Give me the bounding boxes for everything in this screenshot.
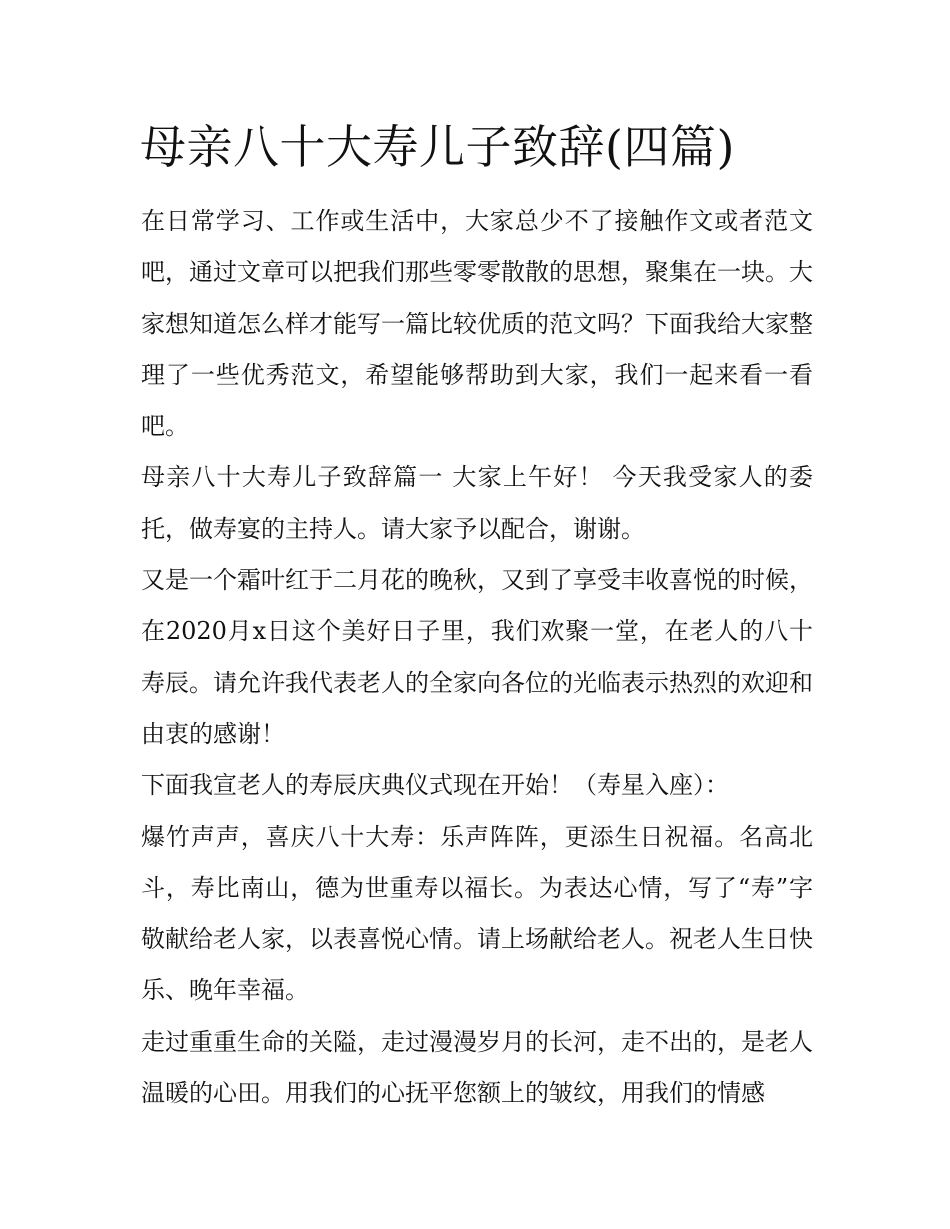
paragraph-intro: 在日常学习、工作或生活中，大家总少不了接触作文或者范文吧，通过文章可以把我们那些零零散散的思想，聚集在一块。大家想知道怎么样才能写一篇比较优质的范文吗？下面我给大家整理了一些优秀范文，希望能够帮助到大家，我们一起来看一看吧。 [141,207,813,441]
paragraph-greeting: 母亲八十大寿儿子致辞篇一 大家上午好！ 今天我受家人的委托，做寿宴的主持人。请大家予以配合，谢谢。 [141,463,813,543]
paragraph-welcome: 又是一个霜叶红于二月花的晚秋，又到了享受丰收喜悦的时候，在2020月x日这个美好日子里，我们欢聚一堂，在老人的八十寿辰。请允许我代表老人的全家向各位的光临表示热烈的欢迎和由衷的感谢！ [141,566,813,748]
paragraph-blessing: 爆竹声声，喜庆八十大寿：乐声阵阵，更添生日祝福。名高北斗，寿比南山，德为世重寿以福长。为表达心情，写了“寿”字敬献给老人家，以表喜悦心情。请上场献给老人。祝老人生日快乐、晚年幸福。 [141,822,813,1005]
paragraph-gratitude: 走过重重生命的关隘，走过漫漫岁月的长河，走不出的，是老人温暖的心田。用我们的心抚平您额上的皱纹，用我们的情感 [141,1027,813,1108]
paragraph-ceremony-start: 下面我宣老人的寿辰庆典仪式现在开始！（寿星入座）： [141,771,729,800]
document-body [141,196,813,1119]
document-title: 母亲八十大寿儿子致辞(四篇) [140,120,735,174]
